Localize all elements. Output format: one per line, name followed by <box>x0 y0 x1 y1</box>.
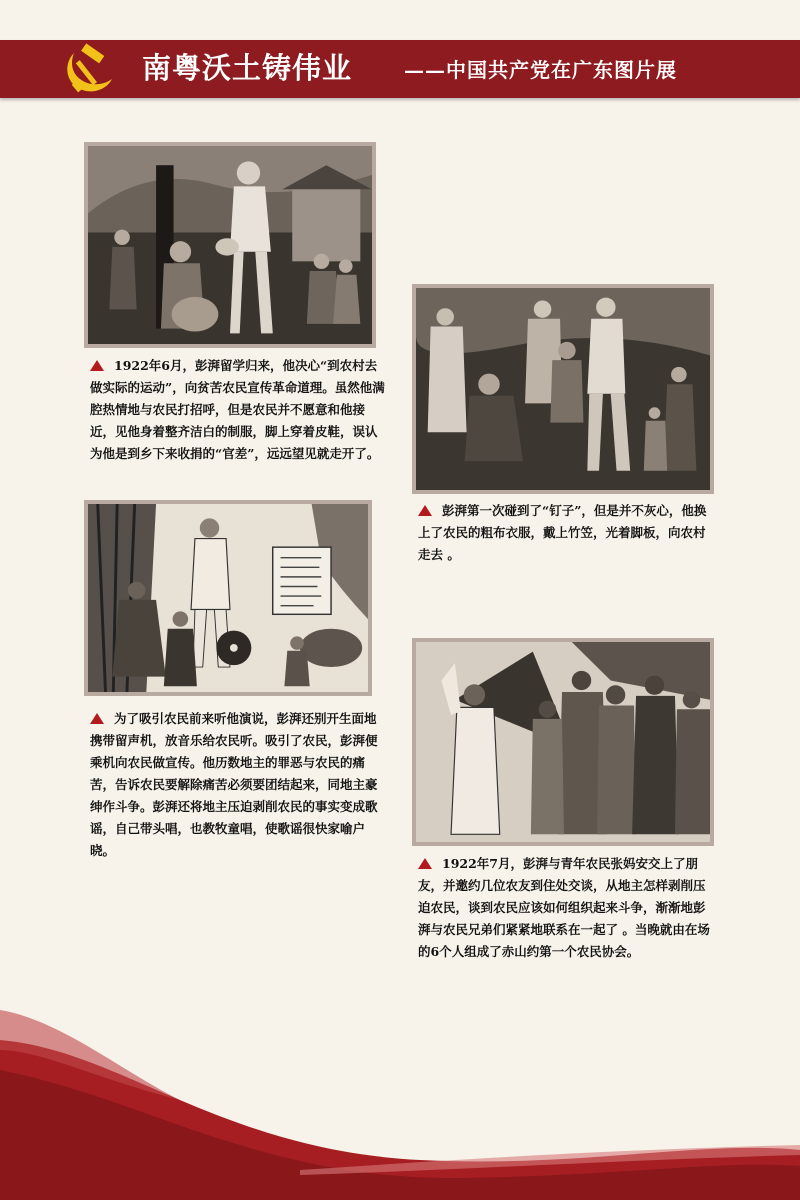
photo-peng-pai-greeting-farmers <box>84 142 376 348</box>
exhibition-subtitle: ——中国共产党在广东图片展 <box>404 58 677 82</box>
red-triangle-icon <box>90 360 104 371</box>
red-triangle-icon <box>90 713 104 724</box>
caption-2: 彭湃第一次碰到了“钉子”，但是并不灰心，他换上了农民的粗布衣服，戴上竹笠，光着脚板，向农村走去 。 <box>418 503 707 562</box>
photo-peng-pai-farmer-clothes <box>412 284 714 494</box>
caption-3: 为了吸引农民前来听他演说，彭湃还别开生面地携带留声机，放音乐给农民听。吸引了农民，彭湃便乘机向农民做宣传。他历数地主的罪恶与农民的痛苦，告诉农民要解除痛苦必须要团结起来，同地主豪绅作斗争。彭湃还将地主压迫剥削农民的事实变成歌谣，自己带头唱，也教牧童唱，使歌谣很快家喻户晓。 <box>90 711 378 858</box>
photo-peng-pai-gramophone <box>84 500 372 696</box>
header-banner <box>0 40 800 98</box>
exhibition-title: 南粤沃土铸伟业 <box>142 51 353 85</box>
red-triangle-icon <box>418 858 432 869</box>
photo-peng-pai-peasant-association <box>412 638 714 846</box>
hammer-sickle-icon <box>60 43 118 97</box>
red-triangle-icon <box>418 505 432 516</box>
decorative-red-wave <box>0 1010 800 1200</box>
caption-1: 1922年6月，彭湃留学归来，他决心“到农村去做实际的运动”，向贫苦农民宣传革命道理。虽然他满腔热情地与农民打招呼，但是农民并不愿意和他接近，见他身着整齐洁白的制服，脚上穿着皮鞋，误认为他是到乡下来收捐的“官差”，远远望见就走开了。 <box>90 358 385 461</box>
caption-4: 1922年7月，彭湃与青年农民张妈安交上了朋友，并邀约几位农友到住处交谈，从地主怎样剥削压迫农民，谈到农民应该如何组织起来斗争，渐渐地彭湃与农民兄弟们紧紧地联系在一起了 。当晚就由在场的6个人组成了赤山约第一个农民协会。 <box>418 856 710 959</box>
